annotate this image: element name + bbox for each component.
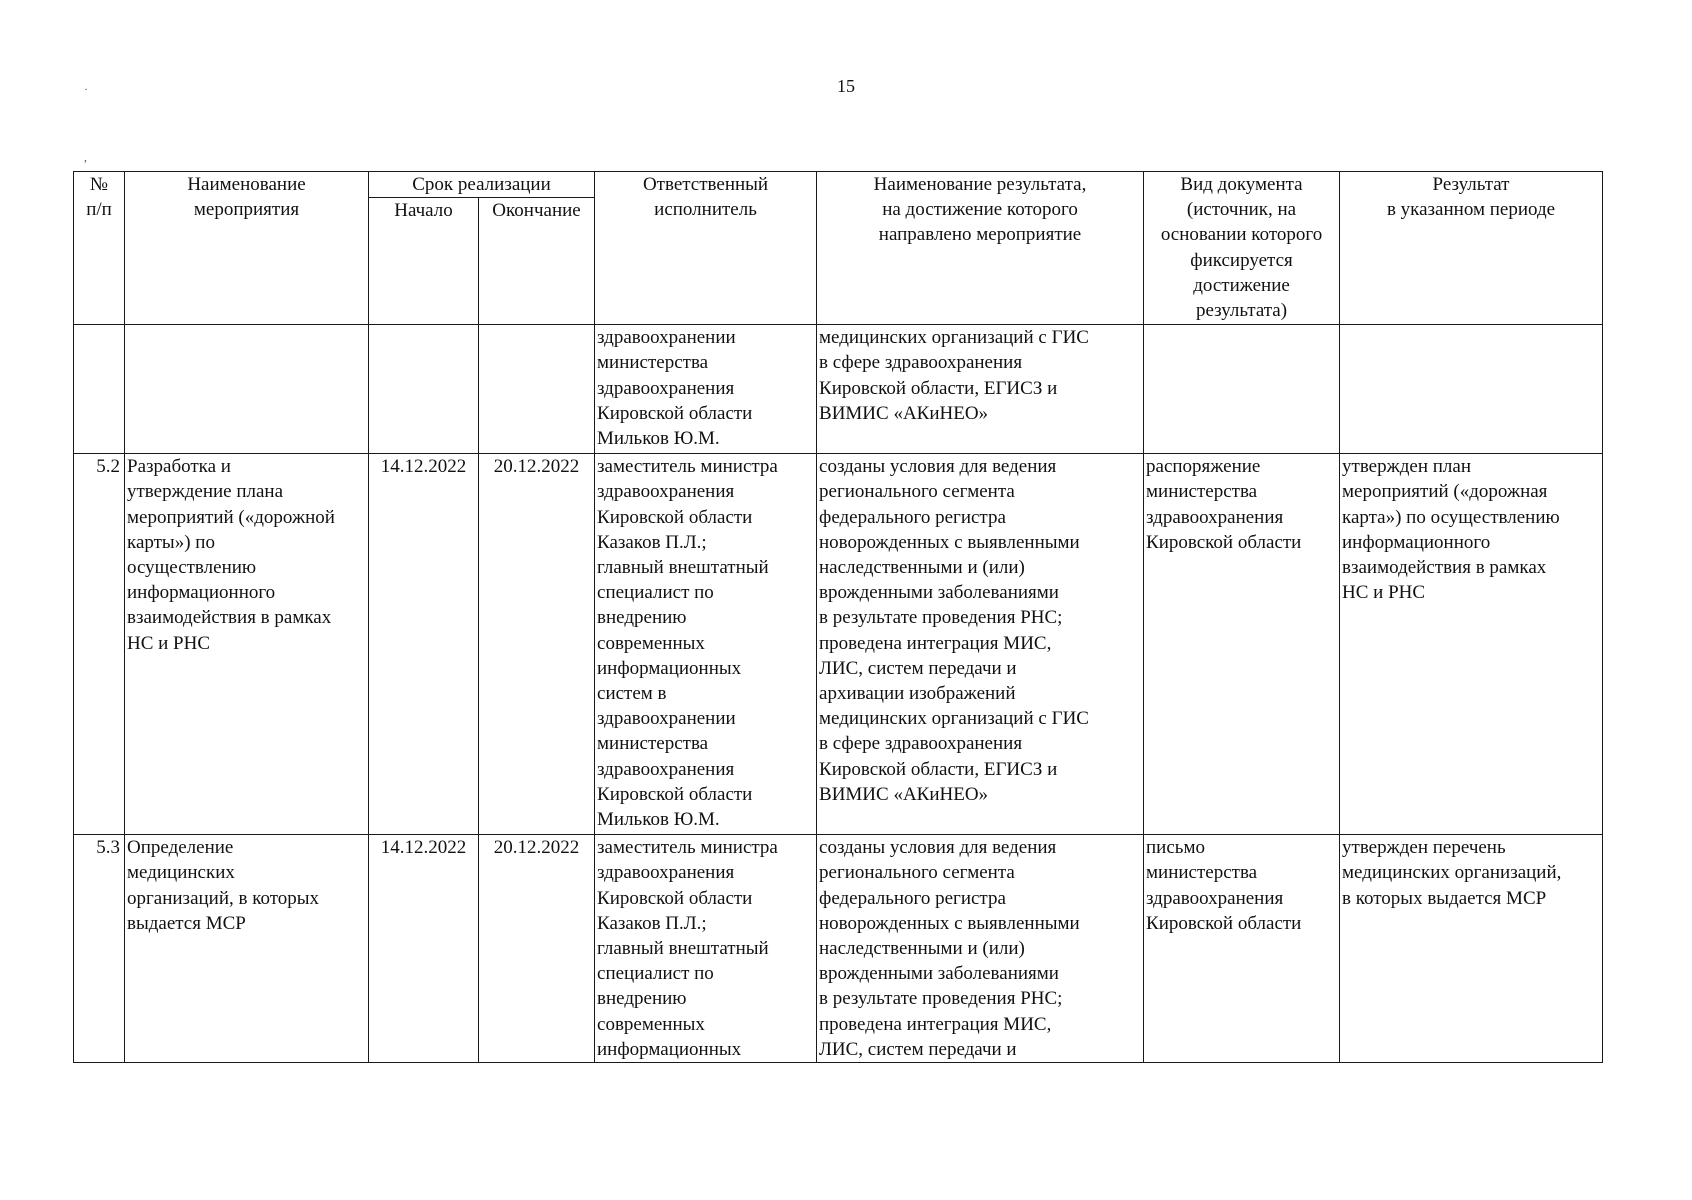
table-row [74,454,1603,835]
cell-result: утвержден перечень медицинских организаций, в которых выдается МСР [1340,835,1603,1063]
cell-start: 14.12.2022 [369,454,479,835]
cell-number [74,325,125,454]
cell-activity-name [125,325,369,454]
cell-document-type [1144,325,1340,454]
header-document-type: Вид документа (источник, на основании которого фиксируется достижение результата) [1144,172,1340,325]
header-row [74,172,1603,198]
cell-result: утвержден план мероприятий («дорожная карта») по осуществлению информационного взаимодействия в рамках НС и РНС [1340,454,1603,835]
scan-speck: · [84,82,88,96]
header-end: Окончание [479,198,595,325]
header-responsible: Ответственный исполнитель [595,172,817,325]
table-row-continuation [74,325,1603,454]
cell-end [479,325,595,454]
page-number: 15 [837,76,855,96]
cell-activity-name: Определение медицинских организаций, в которых выдается МСР [125,835,369,1063]
cell-document-type: распоряжение министерства здравоохранения Кировской области [1144,454,1340,835]
cell-result [1340,325,1603,454]
cell-start: 14.12.2022 [369,835,479,1063]
cell-result-name: медицинских организаций с ГИС в сфере здравоохранения Кировской области, ЕГИСЗ и ВИМИС «АКиНЕО» [817,325,1144,454]
cell-end: 20.12.2022 [479,835,595,1063]
header-result-name: Наименование результата, на достижение которого направлено мероприятие [817,172,1144,325]
cell-result-name: созданы условия для ведения регионального сегмента федерального регистра новорожденных с выявленными наследственными и (или) врожденными заболеваниями в результате проведения РНС; проведена интеграция МИС, ЛИС, систем передачи и [817,835,1144,1063]
scan-speck: , [84,150,87,164]
header-start: Начало [369,198,479,325]
cell-document-type: письмо министерства здравоохранения Кировской области [1144,835,1340,1063]
cell-end: 20.12.2022 [479,454,595,835]
cell-responsible: заместитель министра здравоохранения Кировской области Казаков П.Л.; главный внештатный специалист по внедрению современных информационных систем в здравоохранении министерства здравоохранения Кировской области Мильков Ю.М. [595,454,817,835]
header-number: № п/п [74,172,125,325]
activities-table [73,171,1603,1063]
header-period: Срок реализации [369,172,595,198]
cell-result-name: созданы условия для ведения регионального сегмента федерального регистра новорожденных с выявленными наследственными и (или) врожденными заболеваниями в результате проведения РНС; проведена интеграция МИС, ЛИС, систем передачи и архивации изображений медицинских организаций с ГИС в сфере здравоохранения Кировской области, ЕГИСЗ и ВИМИС «АКиНЕО» [817,454,1144,835]
cell-activity-name: Разработка и утверждение плана мероприятий («дорожной карты») по осуществлению информационного взаимодействия в рамках НС и РНС [125,454,369,835]
cell-responsible: здравоохранении министерства здравоохранения Кировской области Мильков Ю.М. [595,325,817,454]
cell-number: 5.3 [74,835,125,1063]
cell-start [369,325,479,454]
cell-responsible: заместитель министра здравоохранения Кировской области Казаков П.Л.; главный внештатный специалист по внедрению современных информационных [595,835,817,1063]
cell-number: 5.2 [74,454,125,835]
header-activity-name: Наименование мероприятия [125,172,369,325]
header-result: Результат в указанном периоде [1340,172,1603,325]
table-row [74,835,1603,1063]
